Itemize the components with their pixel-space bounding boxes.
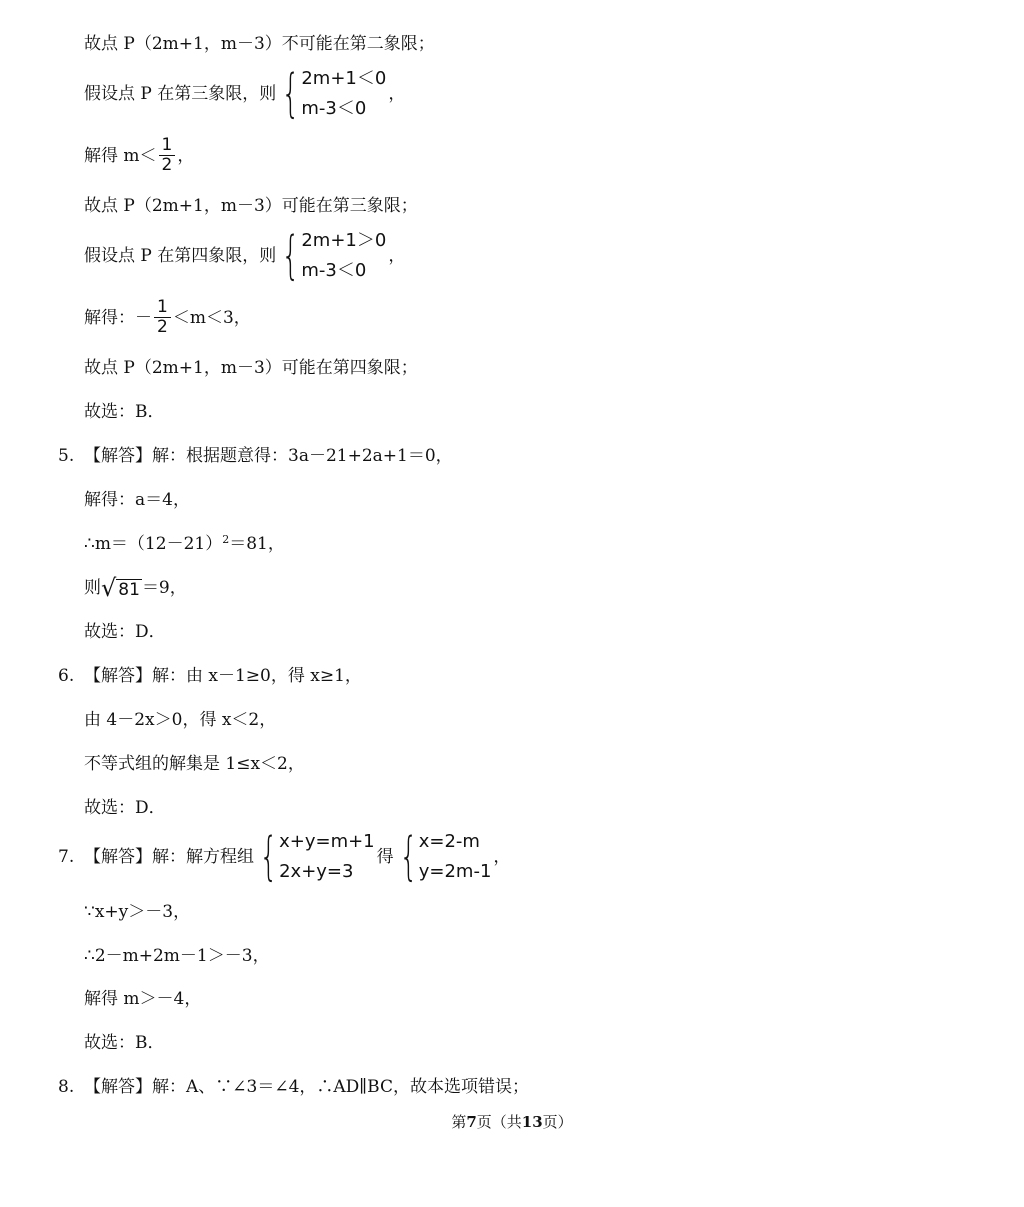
text-line	[84, 752, 305, 776]
system-row: x=2-m	[418, 831, 480, 852]
inequality-system	[278, 226, 386, 286]
text-line	[84, 620, 166, 644]
left-brace-icon: {	[399, 827, 418, 887]
line-text: 故点 P（2m+1，m－3）可能在第四象限；	[84, 358, 418, 378]
system-row: m-3＜0	[301, 98, 367, 119]
current-page-number: 7	[466, 1113, 477, 1131]
line-text: ∴2－m+2m－1＞－3，	[84, 946, 270, 966]
line-text: ∵x+y＞－3，	[84, 902, 191, 922]
line-text: 【解答】解：解方程组	[84, 847, 254, 867]
line-text: 故点 P（2m+1，m－3）不可能在第二象限；	[84, 34, 435, 54]
text-line	[84, 900, 190, 924]
equation-system	[256, 827, 375, 887]
inequality-system	[278, 64, 386, 124]
text-line	[84, 356, 418, 380]
question-number: 7.	[58, 847, 75, 867]
footer-text: 页（共	[476, 1113, 522, 1131]
footer-text: 页）	[542, 1113, 573, 1131]
total-page-number: 13	[521, 1113, 543, 1131]
text-line	[84, 664, 362, 688]
line-text: ，	[388, 84, 406, 104]
text-line	[84, 400, 165, 424]
line-text: 【解答】解：A、∵∠3＝∠4，∴AD∥BC，故本选项错误；	[84, 1077, 529, 1097]
line-text: ，	[388, 246, 406, 266]
footer-text: 第	[451, 1113, 467, 1131]
line-text: 故选：D．	[84, 622, 166, 642]
text-line	[84, 1031, 165, 1055]
denominator: 2	[161, 155, 173, 175]
system-row: 2x+y=3	[279, 861, 354, 882]
text-line	[84, 444, 453, 468]
text-line-system	[84, 226, 405, 286]
left-brace-icon: {	[281, 226, 300, 286]
line-text: 【解答】解：由 x－1≥0，得 x≥1，	[84, 666, 362, 686]
line-text: ，	[177, 145, 195, 166]
square-root	[101, 576, 142, 600]
line-text: 故选：D．	[84, 798, 166, 818]
text-line-system	[84, 64, 405, 124]
denominator: 2	[157, 317, 168, 337]
system-row: y=2m-1	[418, 861, 492, 882]
line-text: 解得：－	[84, 307, 152, 328]
system-row: m-3＜0	[301, 260, 367, 281]
line-text: ∴m＝（12－21）	[84, 534, 223, 554]
radical-icon: √	[101, 574, 117, 602]
line-text: 故点 P（2m+1，m－3）可能在第三象限；	[84, 196, 418, 216]
text-line-fraction	[84, 298, 251, 337]
line-text: 得	[376, 847, 394, 867]
line-text: 解得 m＜	[84, 145, 157, 166]
line-text: ＜m＜3，	[172, 307, 251, 328]
line-text: 假设点 P 在第三象限，则	[84, 84, 277, 104]
line-text: 假设点 P 在第四象限，则	[84, 246, 277, 266]
exponent: 2	[222, 533, 230, 546]
line-text: ＝9，	[141, 578, 187, 598]
radicand: 81	[118, 580, 140, 600]
system-row: x+y=m+1	[279, 831, 375, 852]
text-line	[84, 32, 435, 56]
text-line-fraction	[84, 136, 194, 175]
question-number: 8.	[58, 1077, 75, 1097]
line-text: 故选：B．	[84, 1033, 165, 1053]
left-brace-icon: {	[281, 64, 300, 124]
line-text: 解得 m＞－4，	[84, 989, 202, 1009]
line-text: 则	[84, 578, 101, 598]
text-line	[84, 532, 285, 556]
text-line	[84, 796, 166, 820]
text-line	[84, 987, 201, 1011]
text-line-system	[84, 827, 510, 887]
line-text: 由 4－2x＞0，得 x＜2，	[84, 710, 277, 730]
line-text: 解得：a＝4，	[84, 490, 190, 510]
solution-system	[396, 827, 492, 887]
fraction	[159, 136, 176, 175]
text-line	[84, 944, 270, 968]
system-row: 2m+1＜0	[301, 68, 387, 89]
system-row: 2m+1＞0	[301, 230, 387, 251]
text-line	[84, 708, 276, 732]
left-brace-icon: {	[259, 827, 278, 887]
line-text: 故选：B．	[84, 402, 165, 422]
question-number: 6.	[58, 666, 75, 686]
line-text: 不等式组的解集是 1≤x＜2，	[84, 754, 305, 774]
text-line	[84, 488, 190, 512]
text-line	[84, 194, 418, 218]
text-line	[84, 1075, 529, 1099]
line-text: 【解答】解：根据题意得：3a－21+2a+1＝0，	[84, 446, 453, 466]
numerator: 1	[159, 136, 176, 156]
line-text: ，	[493, 847, 511, 867]
line-text: ＝81，	[229, 534, 285, 554]
fraction	[154, 298, 171, 337]
numerator: 1	[154, 298, 171, 318]
question-number: 5.	[58, 446, 75, 466]
page-footer	[0, 1112, 1024, 1132]
text-line-sqrt	[84, 576, 187, 600]
